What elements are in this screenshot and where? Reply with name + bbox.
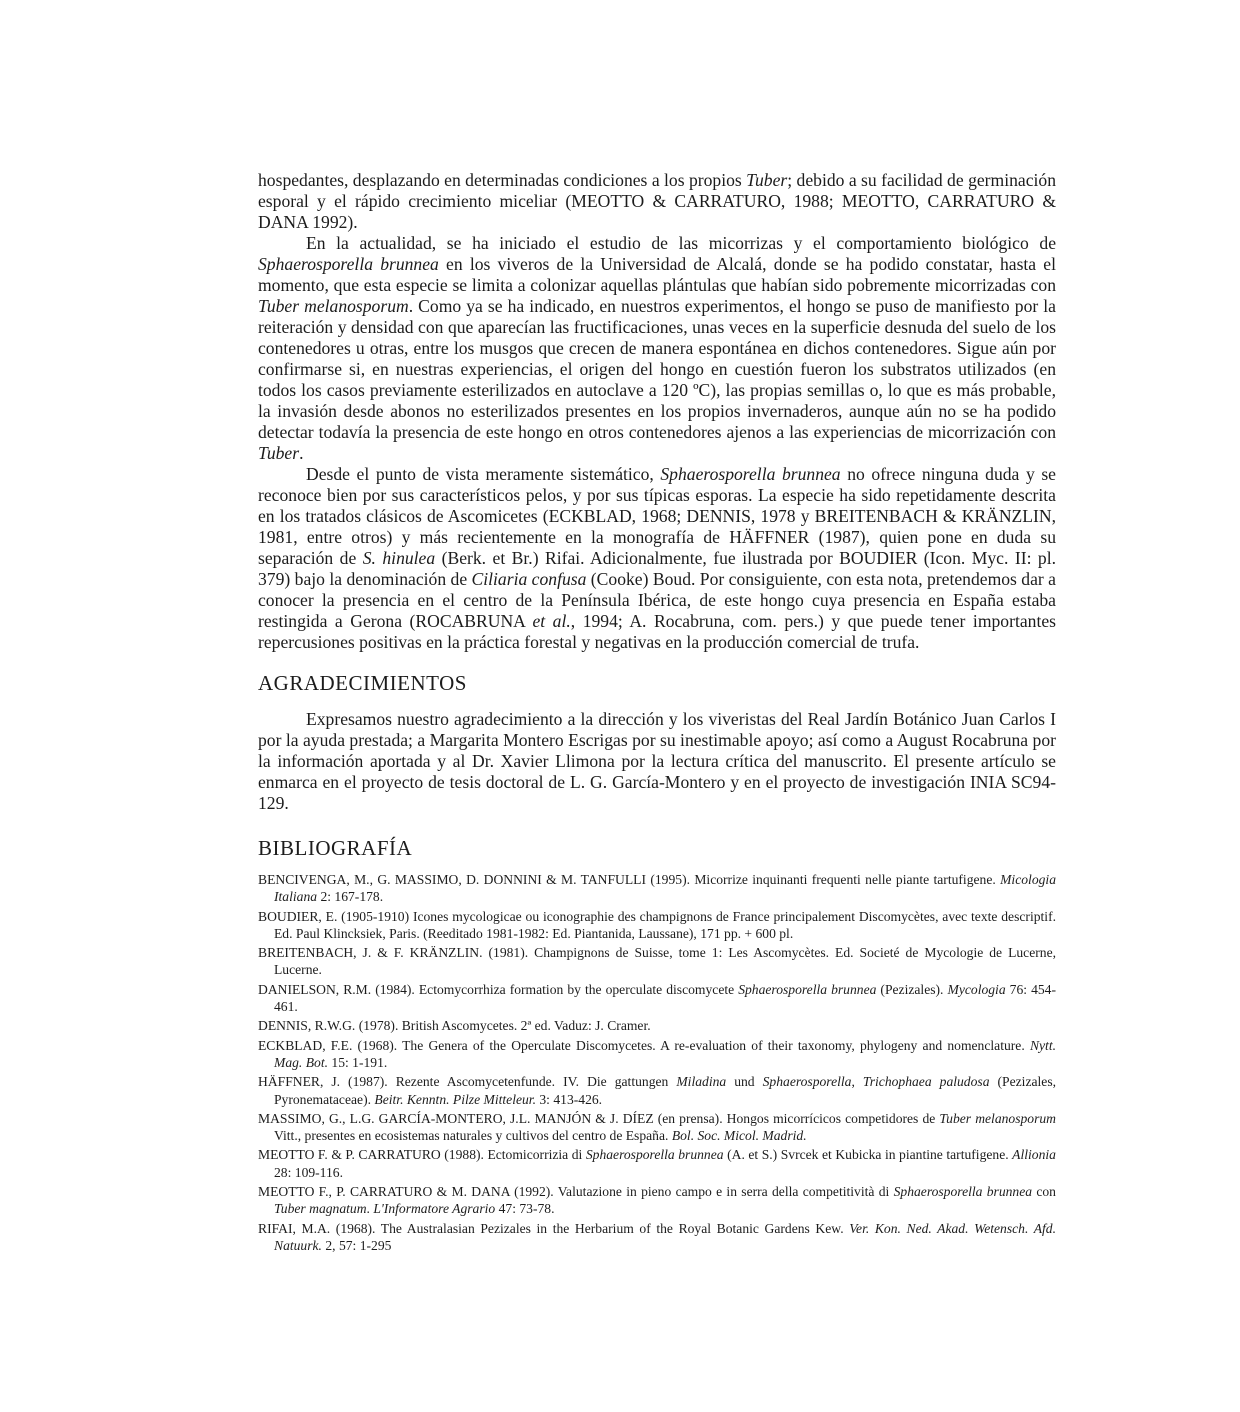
italic-text: Nytt. Mag. Bot. bbox=[274, 1037, 1056, 1070]
italic-text: Tuber melanosporum bbox=[939, 1110, 1057, 1126]
bibliography-entry bbox=[258, 1220, 1056, 1255]
text-run: DENNIS, R.W.G. (1978). British Ascomycetes. 2ª ed. Vaduz: J. Cramer. bbox=[258, 1018, 651, 1034]
body-paragraph bbox=[258, 170, 1056, 233]
text-run: hospedantes, desplazando en determinadas condiciones a los propios bbox=[258, 170, 747, 190]
text-run: . bbox=[366, 1201, 374, 1217]
bibliography-entry bbox=[258, 908, 1056, 943]
italic-text: Tuber magnatum bbox=[274, 1201, 367, 1217]
text-run: 28: 109-116. bbox=[274, 1164, 343, 1180]
italic-text: Sphaerosporella brunnea bbox=[660, 464, 841, 484]
italic-text: Mycologia bbox=[947, 981, 1006, 997]
italic-text: Sphaerosporella brunnea bbox=[258, 254, 439, 274]
bibliography-entry bbox=[258, 981, 1056, 1016]
text-run: DANIELSON, R.M. (1984). Ectomycorrhiza formation by the operculate discomycete bbox=[258, 981, 739, 997]
bibliography-entry bbox=[258, 944, 1056, 979]
text-run: 15: 1-191. bbox=[328, 1054, 388, 1070]
text-run: MEOTTO F. & P. CARRATURO (1988). Ectomicorrizia di bbox=[258, 1147, 586, 1163]
text-run: 2: 167-178. bbox=[317, 889, 384, 905]
text-run: (A. et S.) Svrcek et Kubicka in piantine tartufigene. bbox=[723, 1147, 1013, 1163]
italic-text: Tuber bbox=[258, 443, 300, 463]
text-run: en los viveros de la Universidad de Alcalá, donde se ha podido constatar, hasta el momento, que esta especie se limita a colonizar aquellas plántulas que habían sido pobremente micorrizadas con bbox=[258, 254, 1056, 295]
bibliography-entry bbox=[258, 1183, 1056, 1218]
italic-text: Allionia bbox=[1012, 1147, 1056, 1163]
acknowledgements-paragraph bbox=[258, 709, 1056, 814]
text-run: ECKBLAD, F.E. (1968). The Genera of the Operculate Discomycetes. A re-evaluation of their taxonomy, phylogeny and nomenclature. bbox=[258, 1037, 1030, 1053]
text-run: (Pezizales, Pyronemataceae). bbox=[274, 1074, 1057, 1107]
text-run: 3: 413-426. bbox=[535, 1091, 603, 1107]
bibliography-entry bbox=[258, 1110, 1056, 1145]
italic-text: Tuber melanosporum bbox=[258, 296, 409, 316]
italic-text: Trichophaea paludosa bbox=[862, 1074, 990, 1090]
text-run: . bbox=[299, 443, 304, 463]
italic-text: Beitr. Kenntn. Pilze Mitteleur. bbox=[374, 1091, 536, 1107]
text-run: , bbox=[851, 1074, 863, 1090]
bibliography-list bbox=[258, 871, 1056, 1254]
text-run: MASSIMO, G., L.G. GARCÍA-MONTERO, J.L. MANJÓN & J. DÍEZ (en prensa). Hongos micorrícicos competidores de bbox=[258, 1110, 940, 1126]
italic-text: Sphaerosporella bbox=[762, 1074, 852, 1090]
text-run: 47: 73-78. bbox=[495, 1201, 555, 1217]
text-run: BREITENBACH, J. & F. KRÄNZLIN. (1981). Champignons de Suisse, tome 1: Les Ascomycètes. Ed. Societé de Mycologie de Lucerne, Lucerne. bbox=[258, 945, 1056, 978]
bibliography-entry bbox=[258, 1073, 1056, 1108]
body-text bbox=[258, 170, 1056, 653]
italic-text: Bol. Soc. Micol. Madrid. bbox=[671, 1128, 807, 1144]
text-run: 2, 57: 1-295 bbox=[321, 1237, 392, 1253]
italic-text: Miladina bbox=[676, 1074, 727, 1090]
italic-text: L'Informatore Agrario bbox=[373, 1201, 496, 1217]
page-content bbox=[258, 170, 1056, 1256]
text-run: HÄFFNER, J. (1987). Rezente Ascomycetenfunde. IV. Die gattungen bbox=[258, 1074, 677, 1090]
section-heading-agradecimientos: AGRADECIMIENTOS bbox=[258, 671, 467, 695]
bibliography-entry bbox=[258, 1037, 1056, 1072]
italic-text: S. hinulea bbox=[362, 548, 436, 568]
text-run: RIFAI, M.A. (1968). The Australasian Pezizales in the Herbarium of the Royal Botanic Gardens Kew. bbox=[258, 1220, 850, 1236]
body-paragraph bbox=[258, 464, 1056, 653]
italic-text: Ver. Kon. Ned. Akad. Wetensch. Afd. Natuurk. bbox=[274, 1220, 1056, 1253]
text-run: Desde el punto de vista meramente sistemático, bbox=[306, 464, 661, 484]
text-run: 76: 454-461. bbox=[274, 981, 1056, 1015]
italic-text: Sphaerosporella brunnea bbox=[893, 1184, 1033, 1200]
bibliography-entry bbox=[258, 1146, 1056, 1181]
body-paragraph bbox=[258, 233, 1056, 464]
italic-text: Sphaerosporella brunnea bbox=[738, 981, 877, 997]
bibliography-entry bbox=[258, 871, 1056, 906]
italic-text: Micologia Italiana bbox=[274, 872, 1056, 905]
text-run: (Berk. et Br.) Rifai. Adicionalmente, fue ilustrada por BOUDIER (Icon. Myc. II: pl. 379) bajo la denominación de bbox=[258, 548, 1056, 589]
text-run: , 1994; A. Rocabruna, com. pers.) y que puede tener importantes repercusiones positivas en la práctica forestal y negativas en la producción comercial de trufa. bbox=[258, 611, 1056, 652]
text-run: Expresamos nuestro agradecimiento a la dirección y los viveristas del Real Jardín Botánico Juan Carlos I por la ayuda prestada; a Margarita Montero Escrigas por su inestimable apoyo; así como a August Rocabruna por la información aportada y al Dr. Xavier Llimona por la lectura crítica del manuscrito. El presente artículo se enmarca en el proyecto de tesis doctoral de L. G. García-Montero y en el proyecto de investigación INIA SC94-129. bbox=[258, 709, 1056, 813]
text-run: Vitt., presentes en ecosistemas naturales y cultivos del centro de España. bbox=[274, 1128, 672, 1144]
italic-text: Ciliaria confusa bbox=[471, 569, 587, 589]
text-run: no ofrece ninguna duda y se reconoce bien por sus característicos pelos, y por sus típicas esporas. La especie ha sido repetidamente descrita en los tratados clásicos de Ascomicetes (ECKBLAD, 1968; DENNIS, 1978 y BREITENBACH & KRÄNZLIN, 1981, entre otros) y más recientemente en la monografía de HÄFFNER (1987), quien pone en duda su separación de bbox=[258, 464, 1056, 568]
text-run: BOUDIER, E. (1905-1910) Icones mycologicae ou iconographie des champignons de France principalement Discomycètes, avec texte descriptif. Ed. Paul Klincksiek, Paris. (Reeditado 1981-1982: Ed. Piantanida, Laussane), 171 pp. + 600 pl. bbox=[258, 908, 1056, 941]
text-run: MEOTTO F., P. CARRATURO & M. DANA (1992). Valutazione in pieno campo e in serra della competitività di bbox=[258, 1184, 894, 1200]
italic-text: Tuber bbox=[746, 170, 788, 190]
text-run: En la actualidad, se ha iniciado el estudio de las micorrizas y el comportamiento biológico de bbox=[306, 233, 1056, 253]
text-run: . Como ya se ha indicado, en nuestros experimentos, el hongo se puso de manifiesto por la reiteración y densidad con que aparecían las fructificaciones, unas veces en la superficie desnuda del suelo de los contenedores u otras, entre los musgos que crecen de manera espontánea en dichos contenedores. Sigue aún por confirmarse si, en nuestras experiencias, el origen del hongo en cuestión fueron los substratos utilizados (en todos los casos previamente esterilizados en autoclave a 120 ºC), las propias semillas o, lo que es más probable, la invasión desde abonos no esterilizados presentes en los propios invernaderos, aunque aún no se ha podido detectar todavía la presencia de este hongo en otros contenedores ajenos a las experiencias de micorrización con bbox=[258, 296, 1056, 442]
text-run: und bbox=[726, 1074, 763, 1090]
text-run: (Cooke) Boud. Por consiguiente, con esta nota, pretendemos dar a conocer la presencia en el centro de la Península Ibérica, de este hongo cuya presencia en España estaba restingida a Gerona (ROCABRUNA bbox=[258, 569, 1056, 631]
italic-text: Sphaerosporella brunnea bbox=[585, 1147, 724, 1163]
section-heading-bibliografia: BIBLIOGRAFÍA bbox=[258, 836, 413, 860]
italic-text: et al. bbox=[532, 611, 571, 631]
text-run: BENCIVENGA, M., G. MASSIMO, D. DONNINI & M. TANFULLI (1995). Micorrize inquinanti frequenti nelle piante tartufigene. bbox=[258, 872, 1001, 887]
bibliography-entry bbox=[258, 1017, 1056, 1034]
text-run: (Pezizales). bbox=[876, 981, 948, 997]
text-run: ; debido a su facilidad de germinación esporal y el rápido crecimiento miceliar (MEOTTO & CARRATURO, 1988; MEOTTO, CARRATURO & DANA 1992). bbox=[258, 170, 1057, 232]
text-run: con bbox=[1032, 1184, 1056, 1200]
